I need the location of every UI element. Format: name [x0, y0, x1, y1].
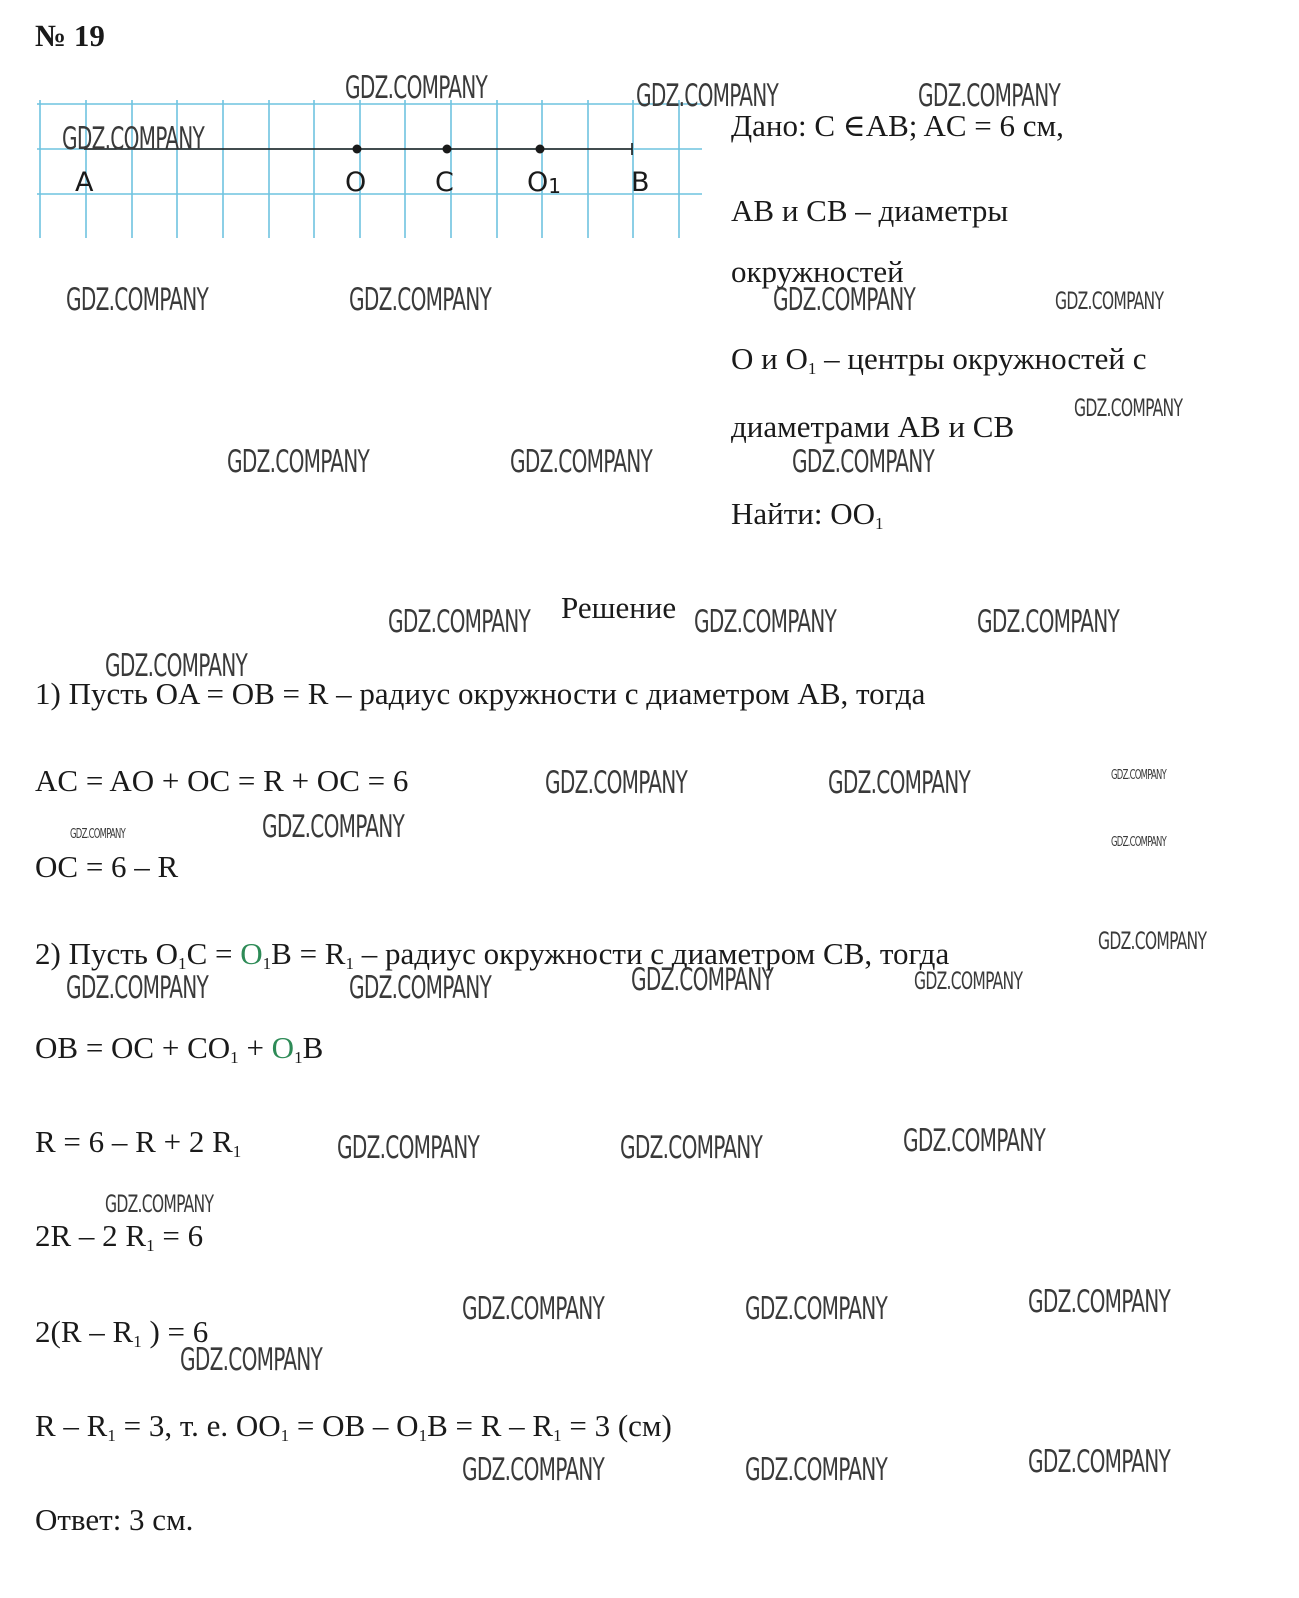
given-line-3: окружностей	[731, 254, 904, 289]
watermark: GDZ.COMPANY	[180, 1342, 323, 1378]
watermark: GDZ.COMPANY	[745, 1452, 888, 1488]
watermark: GDZ.COMPANY	[70, 827, 125, 842]
find-line: Найти: $OO_1$	[731, 496, 884, 534]
step-8: $2(R - R_1$ ) = 6	[35, 1314, 209, 1352]
watermark: GDZ.COMPANY	[694, 604, 837, 640]
step-3: OC = 6 – R	[35, 849, 179, 884]
watermark: GDZ.COMPANY	[262, 809, 405, 845]
watermark: GDZ.COMPANY	[914, 967, 1023, 995]
watermark: GDZ.COMPANY	[636, 78, 779, 114]
solution-heading: Решение	[561, 590, 677, 625]
watermark: GDZ.COMPANY	[105, 1190, 214, 1218]
given-line-1: Дано: C ∈AB; AC = 6 см,	[731, 108, 1064, 143]
label-c: C	[435, 167, 454, 198]
watermark: GDZ.COMPANY	[773, 282, 916, 318]
watermark: GDZ.COMPANY	[903, 1123, 1046, 1159]
step-6: R = 6 – R + 2 $R_1$	[35, 1124, 242, 1162]
watermark: GDZ.COMPANY	[1055, 287, 1164, 315]
step-7: 2R – 2 $R_1 = 6$	[35, 1218, 204, 1256]
watermark: GDZ.COMPANY	[828, 765, 971, 801]
watermark: GDZ.COMPANY	[792, 444, 935, 480]
watermark: GDZ.COMPANY	[345, 70, 488, 106]
watermark: GDZ.COMPANY	[1098, 927, 1207, 955]
given-line-5: диаметрами AB и CB	[731, 409, 1015, 444]
problem-number: № 19	[35, 18, 105, 53]
point-o1	[536, 145, 545, 154]
answer: Ответ: 3 см.	[35, 1502, 194, 1537]
point-o	[353, 145, 362, 154]
given-line-2: AB и CB – диаметры	[731, 193, 1009, 228]
watermark: GDZ.COMPANY	[918, 78, 1061, 114]
watermark: GDZ.COMPANY	[620, 1130, 763, 1166]
watermark: GDZ.COMPANY	[745, 1291, 888, 1327]
segment-figure	[37, 100, 702, 240]
watermark: GDZ.COMPANY	[545, 765, 688, 801]
given-line-4: O и $O_1$ – центры окружностей с	[731, 341, 1147, 379]
step-9: $R - R_1 = 3$, т. е. $OO_1$ = OB – $O_1B = R - R_1 = 3$ (см)	[35, 1408, 672, 1446]
step-5: OB = OC + $CO_1 + O_1B$	[35, 1030, 324, 1068]
watermark: GDZ.COMPANY	[510, 444, 653, 480]
watermark: GDZ.COMPANY	[105, 648, 248, 684]
watermark: GDZ.COMPANY	[1111, 835, 1166, 850]
watermark: GDZ.COMPANY	[1074, 394, 1183, 422]
label-o1: O1	[527, 167, 561, 198]
watermark: GDZ.COMPANY	[462, 1452, 605, 1488]
watermark: GDZ.COMPANY	[1111, 768, 1166, 783]
step-1: 1) Пусть OA = OB = R – радиус окружности с диаметром AB, тогда	[35, 676, 926, 711]
watermark: GDZ.COMPANY	[977, 604, 1120, 640]
step-2: AC = AO + OC = R + OC = 6	[35, 763, 409, 798]
label-o: O	[345, 167, 367, 198]
watermark: GDZ.COMPANY	[349, 970, 492, 1006]
watermark: GDZ.COMPANY	[66, 970, 209, 1006]
point-c	[443, 145, 452, 154]
watermark: GDZ.COMPANY	[1028, 1444, 1171, 1480]
watermark: GDZ.COMPANY	[337, 1130, 480, 1166]
watermark: GDZ.COMPANY	[1028, 1284, 1171, 1320]
watermark: GDZ.COMPANY	[349, 282, 492, 318]
watermark: GDZ.COMPANY	[227, 444, 370, 480]
watermark: GDZ.COMPANY	[66, 282, 209, 318]
watermark: GDZ.COMPANY	[462, 1291, 605, 1327]
watermark: GDZ.COMPANY	[388, 604, 531, 640]
label-b: B	[631, 167, 650, 198]
step-4: 2) Пусть $O_1C = O_1B = R_1$ – радиус окружности с диаметром CB, тогда	[35, 936, 950, 974]
label-a: A	[75, 167, 94, 198]
watermark: GDZ.COMPANY	[631, 962, 774, 998]
watermark: GDZ.COMPANY	[62, 121, 205, 157]
grid-lines	[37, 100, 702, 238]
